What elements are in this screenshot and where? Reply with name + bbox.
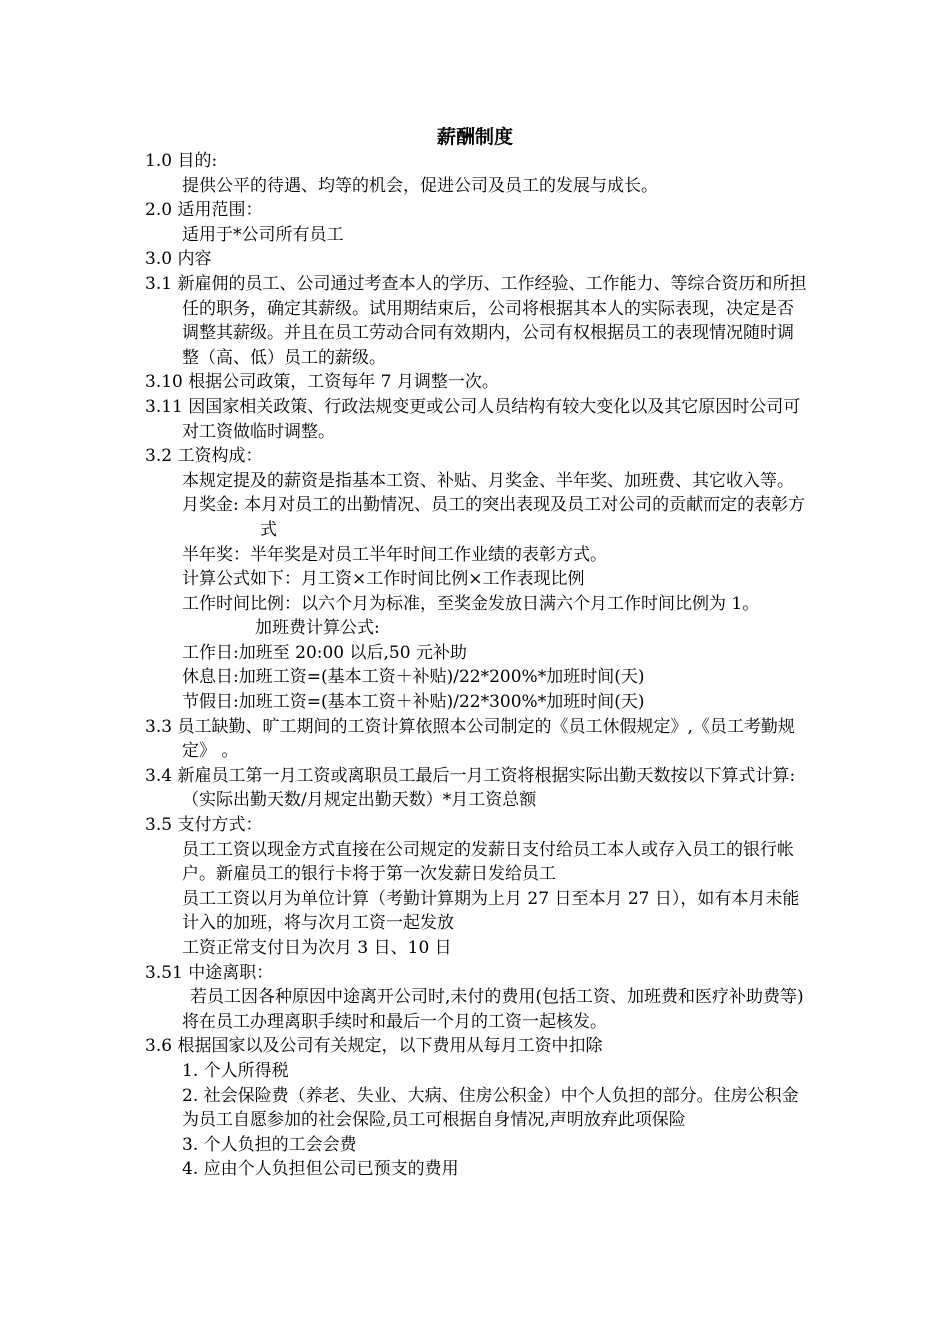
section-3-2-formula: 计算公式如下：月工资×工作时间比例×工作表现比例	[182, 569, 585, 590]
section-3-11-text: 3.11 因国家相关政策、行政法规变更或公司人员结构有较大变化以及其它原因时公司可对工资做临时调整。	[145, 396, 801, 442]
section-3-2-half-year-bonus: 半年奖：半年奖是对员工半年时间工作业绩的表彰方式。	[182, 544, 607, 565]
section-3-2-restday: 休息日:加班工资=(基本工资＋补贴)/22*200%*加班时间(天)	[182, 667, 645, 688]
section-3-heading: 3.0 内容	[145, 249, 212, 270]
section-3-2-intro: 本规定提及的薪资是指基本工资、补贴、月奖金、半年奖、加班费、其它收入等。	[182, 470, 794, 491]
section-2-heading: 2.0 适用范围：	[145, 200, 263, 221]
section-3-51-text: 若员工因各种原因中途离开公司时,未付的费用(包括工资、加班费和医疗补助费等)将在员工办理离职手续时和最后一个月的工资一起核发。	[182, 987, 804, 1032]
section-3-10-text: 3.10 根据公司政策，工资每年 7 月调整一次。	[145, 372, 499, 393]
section-3-2-monthly-bonus: 月奖金: 本月对员工的出勤情况、员工的突出表现及员工对公司的贡献而定的表彰方式	[182, 495, 806, 540]
section-3-5-heading: 3.5 支付方式：	[145, 815, 263, 836]
deduction-item: 3. 个人负担的工会会费	[182, 1134, 357, 1155]
section-1-text: 提供公平的待遇、均等的机会，促进公司及员工的发展与成长。	[182, 175, 658, 196]
section-3-2-time-ratio: 工作时间比例：以六个月为标准，至奖金发放日满六个月工作时间比例为 1。	[182, 593, 760, 614]
deduction-item: 4. 应由个人负担但公司已预支的费用	[182, 1159, 459, 1180]
section-3-5-paragraph-2: 员工工资以月为单位计算（考勤计算期为上月 27 日至本月 27 日），如有本月未能计入的加班，将与次月工资一起发放	[182, 888, 800, 934]
section-3-2-overtime-title: 加班费计算公式:	[255, 618, 380, 639]
deduction-item: 2. 社会保险费（养老、失业、大病、住房公积金）中个人负担的部分。住房公积金为员工自愿参加的社会保险,员工可根据自身情况,声明放弃此项保险	[182, 1085, 799, 1131]
section-3-5-paragraph-1: 员工工资以现金方式直接在公司规定的发薪日支付给员工本人或存入员工的银行帐户。新雇员工的银行卡将于第一次发薪日发给员工	[182, 839, 794, 885]
section-3-2-heading: 3.2 工资构成：	[145, 446, 263, 467]
section-3-4-text: 3.4 新雇员工第一月工资或离职员工最后一月工资将根据实际出勤天数按以下算式计算:（实际出勤天数/月规定出勤天数）*月工资总额	[145, 765, 796, 811]
section-3-2-workday: 工作日:加班至 20:00 以后,50 元补助	[182, 642, 467, 663]
section-3-6-heading: 3.6 根据国家以及公司有关规定，以下费用从每月工资中扣除	[145, 1036, 603, 1057]
document-title: 薪酬制度	[436, 126, 513, 148]
section-2-text: 适用于*公司所有员工	[182, 224, 344, 245]
section-3-5-paragraph-3: 工资正常支付日为次月 3 日、10 日	[182, 938, 452, 958]
section-3-2-holiday: 节假日:加班工资=(基本工资＋补贴)/22*300%*加班时间(天)	[182, 692, 645, 713]
section-3-1-text: 3.1 新雇佣的员工、公司通过考查本人的学历、工作经验、工作能力、等综合资历和所担任的职务，确定其薪级。试用期结束后，公司将根据其本人的实际表现，决定是否调整其薪级。并且在员工劳动合同有效期内，公司有权根据员工的表现情况随时调整（高、低）员工的薪级。	[145, 273, 807, 368]
section-3-3-text: 3.3 员工缺勤、旷工期间的工资计算依照本公司制定的《员工休假规定》,《员工考勤规定》 。	[145, 716, 795, 762]
document-body	[145, 149, 810, 1182]
section-1-heading: 1.0 目的:	[145, 151, 218, 171]
deduction-item: 1. 个人所得税	[182, 1060, 289, 1081]
section-3-51-heading: 3.51 中途离职：	[145, 962, 274, 983]
